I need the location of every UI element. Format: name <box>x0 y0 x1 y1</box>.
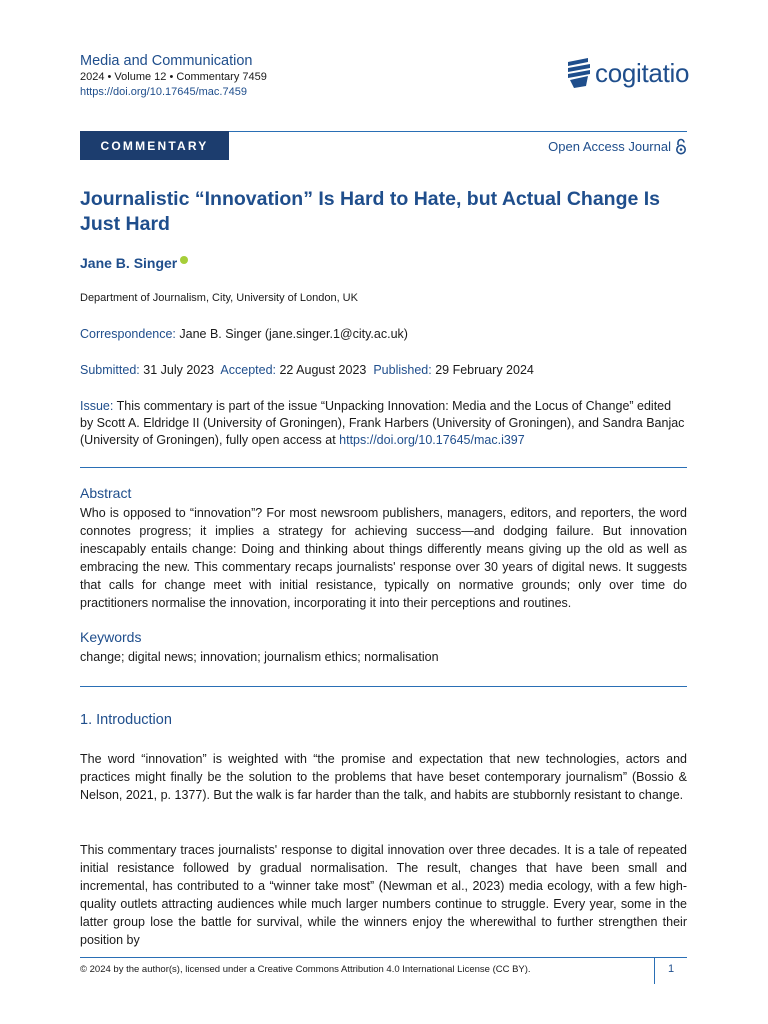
abstract-text: Who is opposed to “innovation”? For most newsroom publishers, managers, editors, and reporters, the word connotes progress; it implies a strategy for achieving success—and dodging failure. But innovation inescapably entails change: Doing and thinking about things differently means giving up the old as well as embracing the new. This commentary recaps journalists' response over 30 years of digital news. It suggests that calls for change meet with initial resistance, typically on normative grounds; only over time do practitioners normalise the innovation, incorporating it into their perceptions and routines. <box>80 506 687 610</box>
journal-name: Media and Communication <box>80 53 253 69</box>
issue-text: This commentary is part of the issue “Unpacking Innovation: Media and the Locus of Change” edited by Scott A. Eldridge II (University of Groningen), Frank Harbers (University of Groningen), and Sandra Banjac (University of Groningen), fully open access at <box>80 399 685 447</box>
submitted-value: 31 July 2023 <box>143 363 215 377</box>
affiliation: Department of Journalism, City, University of London, UK <box>80 292 358 304</box>
body-paragraph: This commentary traces journalists' response to digital innovation over three decades. It is a tale of repeated initial resistance followed by gradual normalisation. The result, changes that have been small and incremental, has contributed to a “winner take most” (Newman et al., 2023) media ecology, with a few high-quality outlets attracting audiences while much larger numbers continue to struggle. Every year, some in the latter group lose the battle for survival, while the winners enjoy the wherewithal to further strengthen their position by <box>80 843 687 947</box>
article-doi-link[interactable]: https://doi.org/10.17645/mac.7459 <box>80 86 247 98</box>
page-number: 1 <box>668 963 675 975</box>
open-lock-icon <box>675 138 687 155</box>
publisher-logo <box>566 55 689 91</box>
section-divider <box>80 467 687 468</box>
open-access-label <box>548 138 687 155</box>
body-paragraph: The word “innovation” is weighted with “the promise and expectation that new technologies, actors and practices might finally be the solution to the problems that have beset contemporary journalism” (Bossio & Nelson, 2021, p. 1377). But the walk is far harder than the talk, and habits are stubbornly resistant to change. <box>80 752 687 802</box>
accepted-label: Accepted: <box>220 363 276 377</box>
cogitatio-logo-icon <box>566 56 592 90</box>
issue-link[interactable]: https://doi.org/10.17645/mac.i397 <box>339 433 525 447</box>
journal-meta: 2024 • Volume 12 • Commentary 7459 <box>80 71 267 83</box>
issue-label: Issue: <box>80 399 114 413</box>
section-divider <box>80 686 687 687</box>
correspondence-label: Correspondence: <box>80 327 176 341</box>
open-access-text: Open Access Journal <box>548 139 671 154</box>
accepted-value: 22 August 2023 <box>279 363 367 377</box>
abstract-heading: Abstract <box>80 485 132 501</box>
correspondence-value: Jane B. Singer (jane.singer.1@city.ac.uk) <box>179 327 408 341</box>
orcid-icon[interactable] <box>180 256 188 264</box>
keywords-heading: Keywords <box>80 629 142 645</box>
published-label: Published: <box>373 363 432 377</box>
article-type-tag: COMMENTARY <box>80 131 229 160</box>
issue-info <box>80 398 687 449</box>
author-name[interactable]: Jane B. Singer <box>80 255 178 271</box>
article-dates <box>80 362 534 379</box>
footer-separator <box>654 957 655 984</box>
correspondence <box>80 326 408 343</box>
submitted-label: Submitted: <box>80 363 140 377</box>
footer-divider <box>80 957 687 958</box>
section-heading: 1. Introduction <box>80 712 172 728</box>
published-value: 29 February 2024 <box>435 363 534 377</box>
article-title: Journalistic “Innovation” Is Hard to Hate, but Actual Change Is Just Hard <box>80 188 661 235</box>
journal-header <box>80 52 267 100</box>
license-notice: © 2024 by the author(s), licensed under a Creative Commons Attribution 4.0 International License (CC BY). <box>80 964 531 975</box>
logo-text: cogitatio <box>595 58 690 88</box>
keywords-text: change; digital news; innovation; journalism ethics; normalisation <box>80 650 439 664</box>
author <box>80 255 188 271</box>
